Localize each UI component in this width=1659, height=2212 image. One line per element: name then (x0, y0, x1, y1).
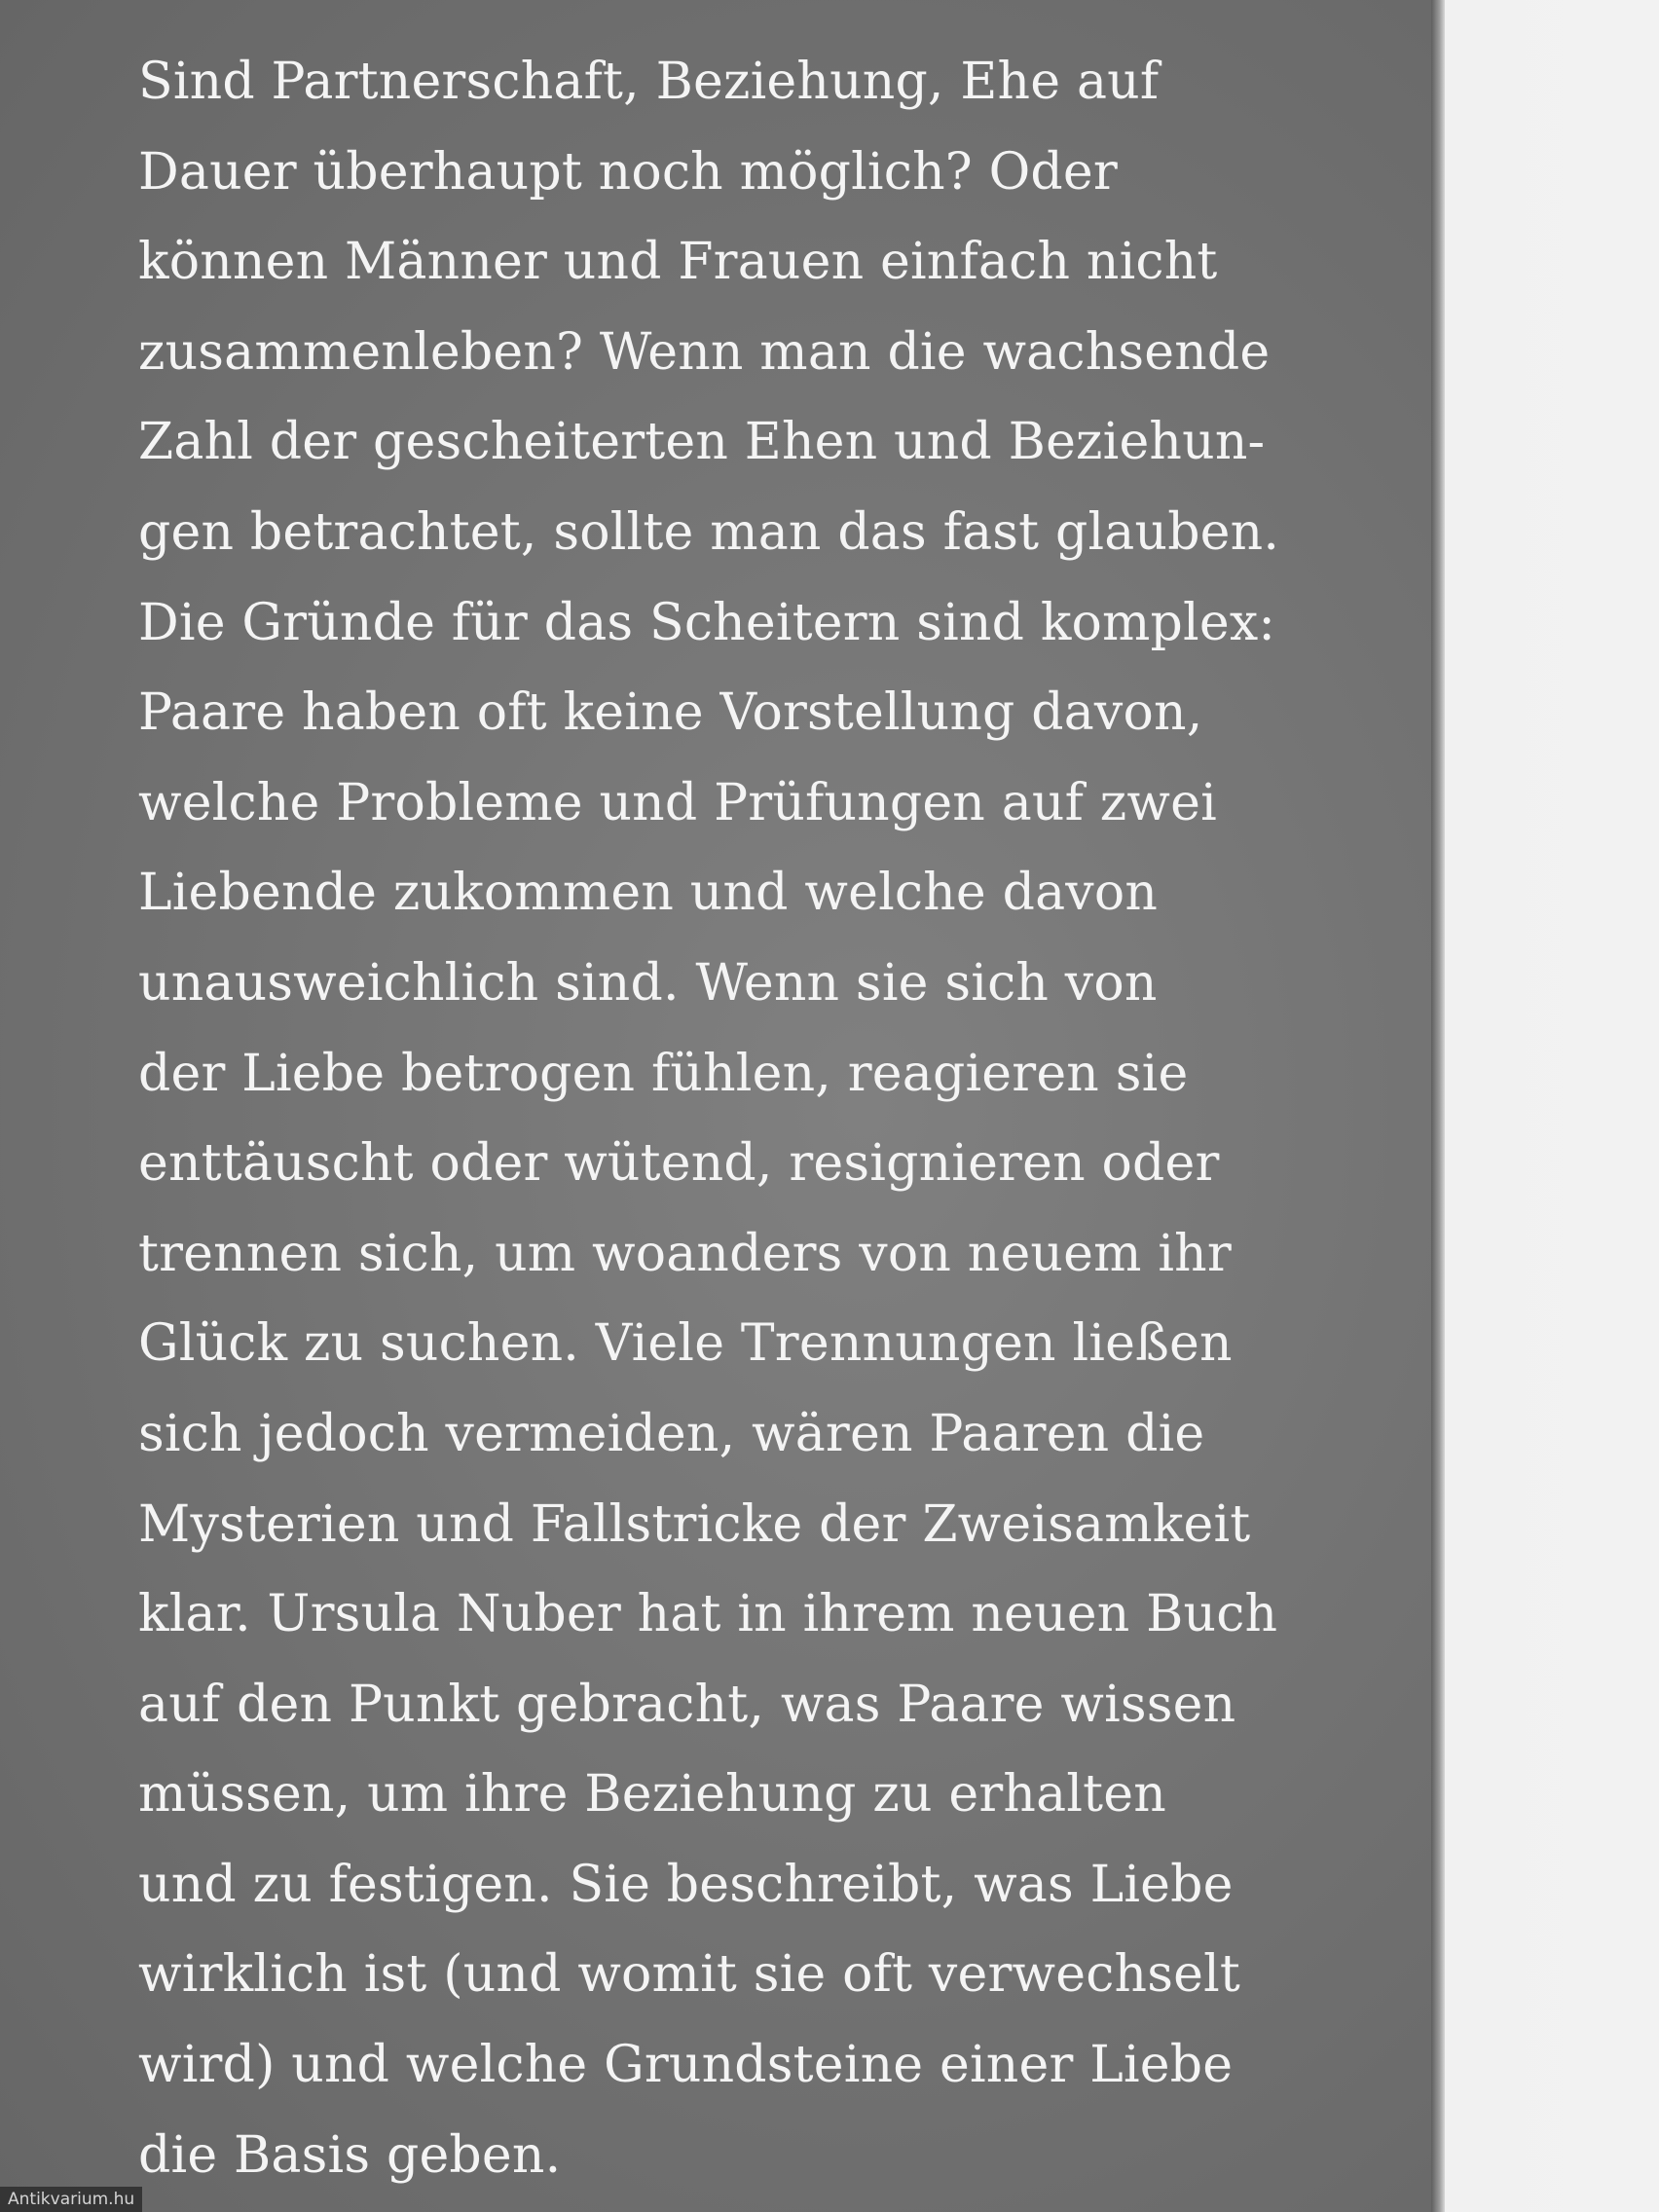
blurb-line: gen betrachtet, sollte man das fast glauben. (138, 502, 1280, 562)
blurb-line: welche Probleme und Prüfungen auf zwei (138, 773, 1217, 832)
blurb-line: Mysterien und Fallstricke der Zweisamkeit (138, 1494, 1251, 1554)
blurb-line: Dauer überhaupt noch möglich? Oder (138, 142, 1118, 202)
blurb-line: Die Gründe für das Scheitern sind komplex: (138, 593, 1276, 652)
blurb-line: und zu festigen. Sie beschreibt, was Liebe (138, 1855, 1234, 1914)
blurb-line: unausweichlich sind. Wenn sie sich von (138, 953, 1158, 1013)
blurb-line: klar. Ursula Nuber hat in ihrem neuen Buch (138, 1585, 1278, 1644)
blurb-line: sich jedoch vermeiden, wären Paaren die (138, 1404, 1205, 1463)
blurb-line: der Liebe betrogen fühlen, reagieren sie (138, 1044, 1189, 1103)
blurb-line: können Männer und Frauen einfach nicht (138, 233, 1218, 292)
blurb-line: enttäuscht oder wütend, resignieren oder (138, 1134, 1220, 1194)
blurb-line: zusammenleben? Wenn man die wachsende (138, 322, 1271, 382)
blurb-text (138, 37, 1404, 2200)
blurb-line: trennen sich, um woanders von neuem ihr (138, 1224, 1232, 1283)
blurb-line: Zahl der gescheiterten Ehen und Beziehun- (138, 413, 1266, 472)
blurb-line: müssen, um ihre Beziehung zu erhalten (138, 1765, 1166, 1825)
watermark: Antikvarium.hu (0, 2187, 142, 2212)
blurb-line: Glück zu suchen. Viele Trennungen ließen (138, 1314, 1233, 1374)
blurb-line: wird) und welche Grundsteine einer Liebe (138, 2036, 1234, 2095)
blurb-line: Paare haben oft keine Vorstellung davon, (138, 683, 1203, 743)
blurb-line: wirklich ist (und womit sie oft verwechselt (138, 1945, 1241, 2005)
cover-edge (1431, 0, 1445, 2212)
blurb-line: Liebende zukommen und welche davon (138, 864, 1159, 923)
blurb-line: auf den Punkt gebracht, was Paare wissen (138, 1675, 1236, 1734)
blurb-line: die Basis geben. (138, 2125, 562, 2185)
blurb-line: Sind Partnerschaft, Beziehung, Ehe auf (138, 53, 1160, 111)
